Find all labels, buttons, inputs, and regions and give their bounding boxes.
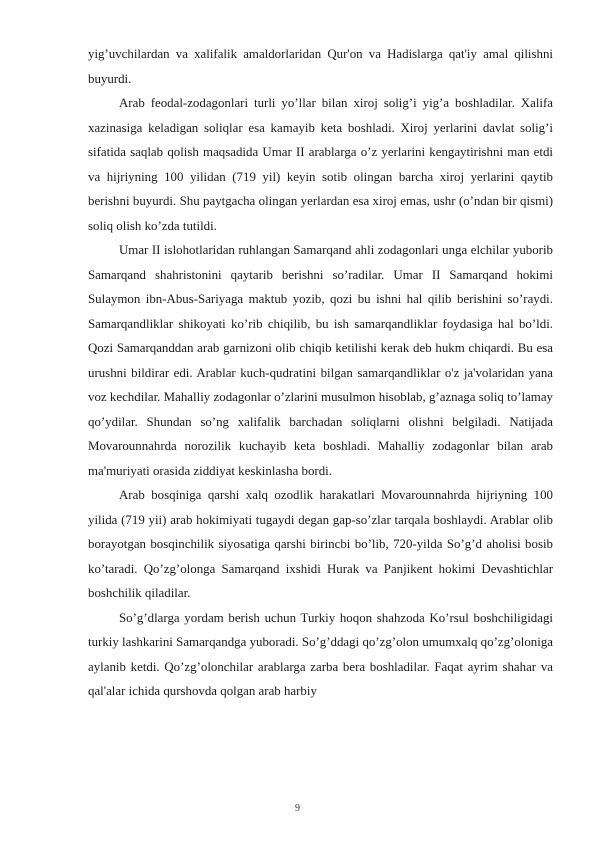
paragraph-liberation-movement: Arab bosqiniga qarshi xalq ozodlik harakatlari Movarounnahrda hijriyning 100 yilida (719 yii) arab hokimiyati tugaydi degan gap-so’zlar tarqala boshlaydi. Arablar olib borayotgan bosqinchilik siyosatiga qarshi birincbi bo’lib, 720-yilda So’g’d aholisi bosib ko’taradi. Qo’zg’olonga Samarqand ixshidi Hurak va Panjikent hokimi Devashtichlar boshchilik qiladilar. — [88, 488, 553, 600]
paragraph-continuation: yig’uvchilardan va xalifalik amaldorlaridan Qur'on va Hadislarga qat'iy amal qilishni buyurdi. — [88, 47, 553, 86]
paragraph-sogdian-support: So’g’dlarga yordam berish uchun Turkiy hoqon shahzoda Ko’rsul boshchiligidagi turkiy lashkarini Samarqandga yuboradi. So’g’ddagi qo’zg’olon umumxalq qo’zg’oloniga aylanib ketdi. Qo’zg’olonchilar arablarga zarba bera boshladilar. Faqat ayrim shahar va qal'alar ichida qurshovda qolgan arab harbiy — [88, 610, 553, 698]
paragraph-umar-reforms: Umar II islohotlaridan ruhlangan Samarqand ahli zodagonlari unga elchilar yuborib Samarqand shahristonini qaytarib berishni so’radilar. Umar II Samarqand hokimi Sulaymon ibn-Abus-Sariyaga maktub yozib, qozi bu ishni hal qilib berishini so’raydi. Samarqandliklar shikoyati ko’rib chiqilib, bu ish samarqandliklar foydasiga hal bo’ldi. Qozi Samarqanddan arab garnizoni olib chiqib ketilishi kerak deb hukm chiqardi. Bu esa urushni bildirar edi. Arablar kuch-qudratini bilgan samarqandliklar o'z ja'volaridan yana voz kechdilar. Mahalliy zodagonlar o’zlarini musulmon hisoblab, g’aznaga soliq to’lamay qo’ydilar. Shundan so’ng xalifalik barchadan soliqlarni olishni belgiladi. Natijada Movarounnahrda norozilik kuchayib keta boshladi. Mahalliy zodagonlar bilan arab ma'muriyati orasida ziddiyat keskinlasha bordi. — [88, 243, 553, 478]
page-body — [88, 42, 553, 704]
paragraph-feudal-nobility: Arab feodal-zodagonlari turli yo’llar bilan xiroj solig’i yig’a boshladilar. Xalifa xazinasiga keladigan soliqlar esa kamayib keta boshladi. Xiroj yerlarini davlat solig’i sifatida saqlab qolish maqsadida Umar II arablarga o’z yerlarini kengaytirishni man etdi va hijriyning 100 yilidan (719 yil) keyin sotib olingan barcha xiroj yerlarini qaytib berishni buyurdi. Shu paytgacha olingan yerlardan esa xiroj emas, ushr (o’ndan bir qismi) soliq olish ko’zda tutildi. — [88, 96, 553, 233]
page-number: 9 — [295, 803, 300, 814]
